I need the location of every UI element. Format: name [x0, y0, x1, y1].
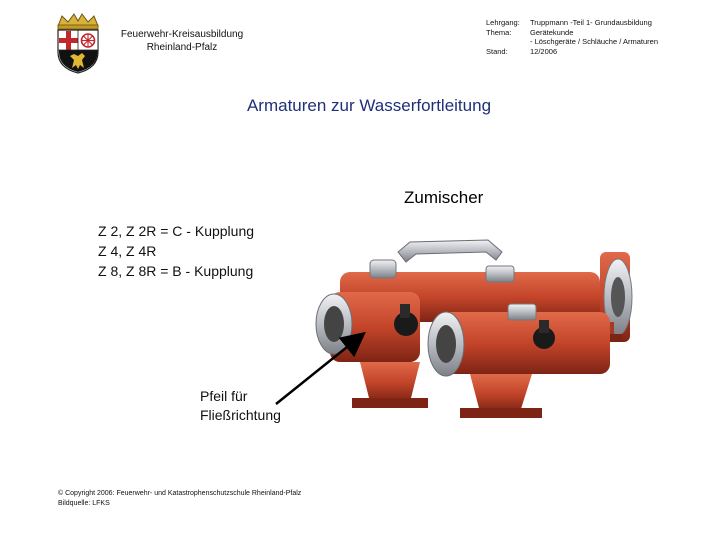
meta-key: Lehrgang: [486, 18, 520, 27]
meta-row-date [486, 47, 658, 57]
variant-item: Z 2, Z 2R = C - Kupplung [98, 223, 255, 239]
copyright-footer [58, 489, 301, 509]
variant-item: Z 4, Z 4R [98, 243, 157, 259]
course-meta [486, 18, 658, 56]
image-source-text: Bildquelle: LFKS [58, 500, 110, 507]
organization-name [110, 28, 254, 54]
flow-label-line-2: Fließrichtung [200, 407, 281, 423]
meta-key: Stand: [486, 46, 508, 56]
meta-row-subtopic [486, 37, 658, 47]
proportioner-photo [300, 212, 642, 430]
variant-list [98, 221, 254, 281]
org-line-1: Feuerwehr-Kreisausbildung [120, 29, 244, 40]
org-line-2: Rheinland-Pfalz [146, 42, 218, 53]
meta-row-topic [486, 28, 658, 38]
flow-label-line-1: Pfeil für [200, 388, 248, 404]
meta-value: - Löschgeräte / Schläuche / Armaturen [530, 37, 658, 46]
meta-value: 12/2006 [530, 46, 558, 56]
meta-row-course [486, 18, 658, 28]
variant-item: Z 8, Z 8R = B - Kupplung [98, 263, 254, 279]
meta-value: Truppmann -Teil 1- Grundausbildung [530, 18, 652, 27]
flow-direction-label [200, 387, 281, 425]
slide-title: Armaturen zur Wasserfortleitung [246, 96, 492, 115]
coat-of-arms-icon [52, 12, 104, 74]
meta-key: Thema: [486, 27, 512, 37]
meta-key [486, 37, 530, 47]
meta-value: Gerätekunde [530, 27, 574, 37]
section-subtitle: Zumischer [404, 188, 484, 207]
copyright-text: © Copyright 2006: Feuerwehr- und Katastrophenschutzschule Rheinland-Pfalz [58, 490, 302, 497]
